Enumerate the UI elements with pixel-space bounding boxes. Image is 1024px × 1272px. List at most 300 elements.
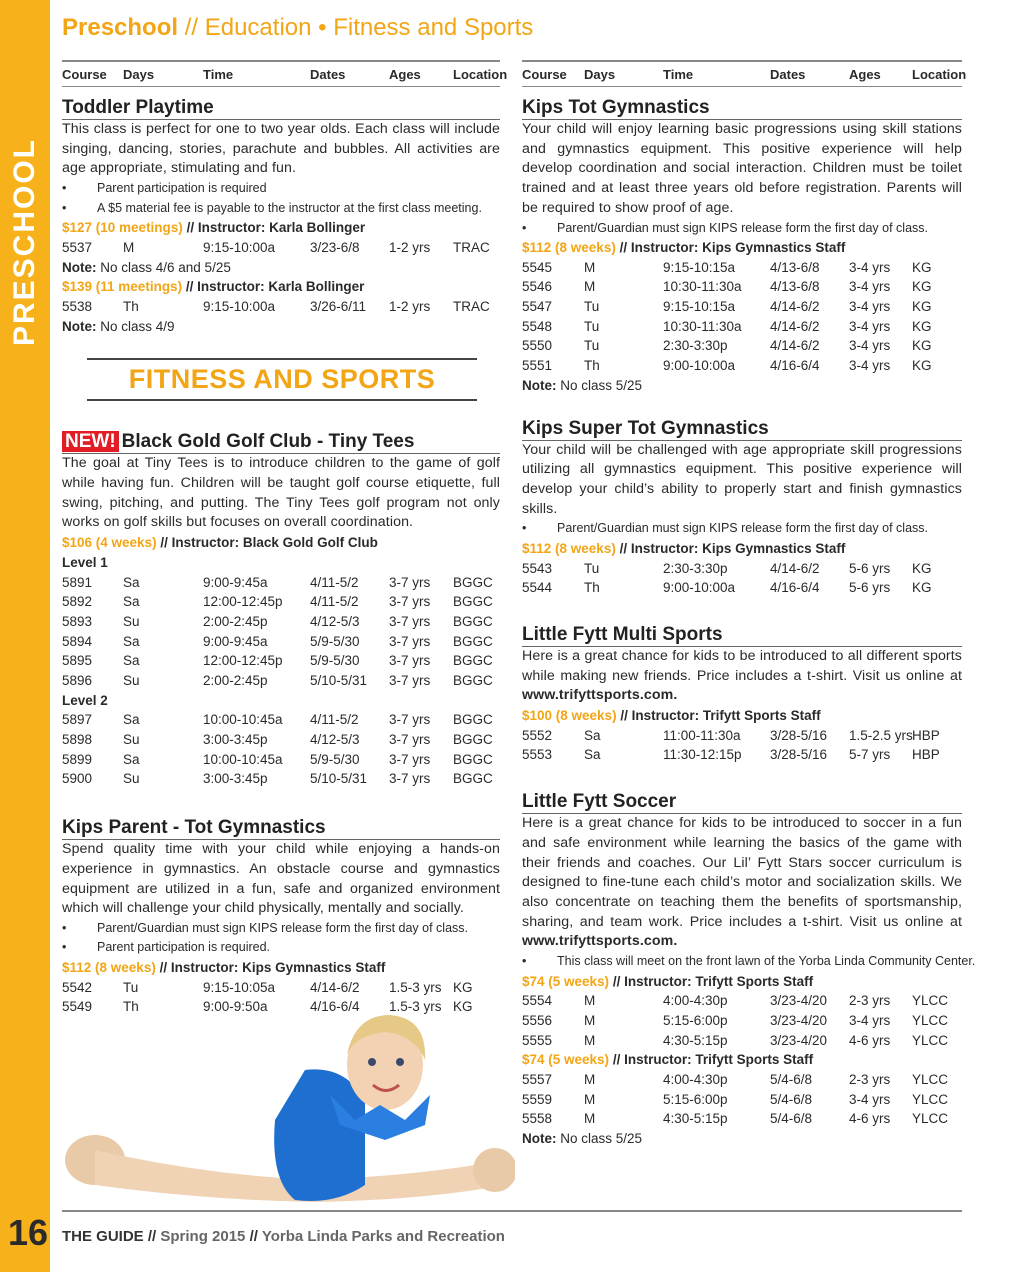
note-text: No class 4/9	[96, 318, 175, 334]
new-badge: NEW!	[62, 431, 119, 452]
left-column	[62, 60, 508, 1017]
table-row	[522, 1070, 962, 1090]
cell: KG	[912, 580, 932, 596]
cell: YLCC	[912, 993, 949, 1009]
cell: 12:00-12:45p	[203, 594, 283, 610]
cell: 4:00-4:30p	[663, 993, 728, 1009]
cell: 3-4 yrs	[849, 358, 891, 374]
cell: 4/14-6/2	[770, 560, 820, 576]
fitness-heading: FITNESS AND SPORTS	[87, 358, 477, 401]
course-description	[522, 814, 962, 952]
cell: 3-4 yrs	[849, 338, 891, 354]
cell: TRAC	[453, 298, 490, 314]
footer-sep: //	[245, 1228, 262, 1245]
footer-sep: //	[143, 1228, 161, 1245]
cell: Sa	[123, 712, 140, 728]
cell: BGGC	[453, 672, 493, 688]
cell: YLCC	[912, 1032, 949, 1048]
cell: Th	[584, 580, 600, 596]
instructor: // Instructor: Trifytt Sports Staff	[609, 1052, 814, 1068]
cell: Th	[123, 298, 139, 314]
cell: M	[584, 1032, 596, 1048]
cell: 3-4 yrs	[849, 318, 891, 334]
table-row	[522, 1109, 962, 1129]
cell: M	[584, 1072, 596, 1088]
cell: 5-7 yrs	[849, 747, 891, 763]
cell: 3-7 yrs	[389, 653, 431, 669]
cell: 2:30-3:30p	[663, 560, 728, 576]
cell: 10:00-10:45a	[203, 712, 283, 728]
cell: 3-7 yrs	[389, 712, 431, 728]
note-label: Note:	[522, 1131, 557, 1147]
cell: Tu	[584, 299, 600, 315]
cell: 5/9-5/30	[310, 751, 360, 767]
cell: 5/4-6/8	[770, 1111, 813, 1127]
section-header	[62, 14, 533, 42]
cell: 4/16-6/4	[770, 580, 820, 596]
cell: 5-6 yrs	[849, 560, 891, 576]
cell: 4/14-6/2	[770, 318, 820, 334]
course-title: Little Fytt Soccer	[522, 791, 962, 814]
bullet: • Parent/Guardian must sign KIPS release form the first day of class.	[522, 519, 962, 539]
price-line	[62, 958, 500, 978]
cell: YLCC	[912, 1111, 949, 1127]
cell: 4/14-6/2	[770, 338, 820, 354]
cell: 5558	[522, 1111, 553, 1127]
note-text: No class 5/25	[556, 1131, 643, 1147]
footer	[62, 1228, 505, 1245]
cell: 5547	[522, 299, 553, 315]
cell: Th	[584, 358, 600, 374]
cell: YLCC	[912, 1012, 949, 1028]
cell: 2:30-3:30p	[663, 338, 728, 354]
cell: Su	[123, 771, 140, 787]
instructor: // Instructor: Kips Gymnastics Staff	[155, 959, 386, 975]
table-row	[522, 578, 962, 598]
instructor: // Instructor: Trifytt Sports Staff	[609, 973, 814, 989]
table-row	[62, 978, 500, 998]
cell: Sa	[123, 574, 140, 590]
cell: KG	[912, 279, 932, 295]
cell: 5557	[522, 1072, 553, 1088]
cell: BGGC	[453, 653, 493, 669]
table-row	[62, 710, 500, 730]
description-text: Here is a great chance for kids to be introduced to soccer in a fun and safe environment while learning the basics of the game with their friends and coaches. Our Lil’ Fytt Stars soccer curriculum is designed to fine-tune each child’s motor and socialization skills. We also concentrate on teaching them the benefits of sportsmanship, sharing, and team work. Price includes a t-shirt. Visit us online at	[522, 815, 962, 930]
cell: 5-6 yrs	[849, 580, 891, 596]
header-location: Location	[912, 66, 967, 82]
table-row	[522, 356, 962, 376]
header-time: Time	[663, 66, 694, 82]
cell: 4:30-5:15p	[663, 1111, 728, 1127]
table-row	[522, 726, 962, 746]
note-label: Note:	[62, 318, 97, 334]
price-line	[522, 706, 962, 726]
cell: 4/12-5/3	[310, 732, 360, 748]
cell: 3-7 yrs	[389, 613, 431, 629]
cell: 5546	[522, 279, 553, 295]
cell: BGGC	[453, 712, 493, 728]
cell: 5894	[62, 633, 93, 649]
cell: 4/14-6/2	[770, 299, 820, 315]
cell: Sa	[123, 594, 140, 610]
cell: 4/11-5/2	[310, 594, 359, 610]
header-course: Course	[62, 66, 107, 82]
cell: M	[584, 1111, 596, 1127]
cell: 3/26-6/11	[310, 298, 367, 314]
cell: 5891	[62, 574, 93, 590]
table-row	[62, 750, 500, 770]
course-description: Your child will enjoy learning basic progressions using skill stations and gymnastics equipment. This positive experience will help develop coordination and social interaction. Children must be toilet trained and at least three years old before registration. Parents will be required to show proof of age.	[522, 121, 962, 216]
cell: Sa	[584, 727, 601, 743]
cell: 3:00-3:45p	[203, 771, 268, 787]
note	[62, 258, 500, 278]
cell: 4/16-6/4	[310, 999, 360, 1015]
cell: Su	[123, 672, 140, 688]
cell: BGGC	[453, 732, 493, 748]
footer-guide: THE GUIDE	[62, 1228, 144, 1245]
cell: 3/23-6/8	[310, 239, 360, 255]
bullet-text: Parent/Guardian must sign KIPS release form the first day of class.	[557, 220, 928, 235]
course-title: Little Fytt Multi Sports	[522, 624, 962, 647]
cell: 9:00-9:50a	[203, 999, 268, 1015]
price: $112 (8 weeks)	[522, 540, 616, 556]
table-row	[522, 297, 962, 317]
table-row	[62, 297, 500, 317]
cell: 5538	[62, 298, 93, 314]
price-line	[522, 1050, 962, 1070]
note-text: No class 4/6 and 5/25	[96, 259, 231, 275]
course-description: Your child will be challenged with age appropriate skill progressions utilizing all gymnastics equipment. This positive experience will develop your child’s ability to properly start and finish gymnastics skills.	[522, 441, 962, 517]
table-row	[522, 559, 962, 579]
course-description: This class is perfect for one to two year olds. Each class will include singing, dancing, stories, parachute and bubbles. All activities are age appropriate, stimulating and fun.	[62, 121, 500, 177]
price: $112 (8 weeks)	[522, 240, 616, 256]
cell: 5559	[522, 1091, 553, 1107]
header-course: Course	[522, 66, 567, 82]
bullet-text: Parent/Guardian must sign KIPS release form the first day of class.	[557, 521, 928, 536]
cell: 1.5-3 yrs	[389, 999, 442, 1015]
price-line	[522, 539, 962, 559]
cell: M	[584, 1091, 596, 1107]
cell: 5545	[522, 259, 553, 275]
instructor: // Instructor: Karla Bollinger	[182, 220, 366, 236]
course-title: Kips Tot Gymnastics	[522, 97, 962, 120]
header-dates: Dates	[770, 66, 806, 82]
cell: M	[584, 993, 596, 1009]
cell: 10:30-11:30a	[663, 318, 742, 334]
cell: Tu	[123, 979, 139, 995]
bullet: • Parent participation is required.	[62, 938, 500, 958]
cell: 3-4 yrs	[849, 299, 891, 315]
cell: 4/13-6/8	[770, 279, 820, 295]
cell: M	[584, 259, 596, 275]
bullet: • Parent participation is required	[62, 179, 500, 199]
cell: 4-6 yrs	[849, 1032, 891, 1048]
cell: 3-7 yrs	[389, 751, 431, 767]
cell: KG	[912, 318, 932, 334]
cell: Sa	[123, 653, 140, 669]
table-row	[522, 991, 962, 1011]
bullet: • Parent/Guardian must sign KIPS release form the first day of class.	[62, 919, 500, 939]
price-line	[522, 972, 962, 992]
price: $100 (8 weeks)	[522, 708, 617, 724]
cell: 5/4-6/8	[770, 1072, 813, 1088]
cell: 5551	[522, 358, 553, 374]
course-description: Spend quality time with your child while enjoying a hands-on experience in gymnastics. An obstacle course and gymnastics equipment are utilized in a fun, safe and organized environment which will challenge your child physically, mentally and socially.	[62, 841, 500, 917]
cell: M	[584, 279, 596, 295]
cell: 3-7 yrs	[389, 594, 431, 610]
cell: 3-7 yrs	[389, 633, 431, 649]
cell: 2-3 yrs	[849, 993, 891, 1009]
table-header	[62, 60, 508, 87]
cell: M	[584, 1012, 596, 1028]
cell: 5543	[522, 560, 553, 576]
course-title: Toddler Playtime	[62, 97, 500, 120]
cell: Sa	[123, 751, 140, 767]
cell: 2:00-2:45p	[203, 613, 268, 629]
cell: 9:00-10:00a	[663, 358, 736, 374]
cell: 5542	[62, 979, 93, 995]
cell: 9:00-10:00a	[663, 580, 736, 596]
cell: HBP	[912, 747, 940, 763]
price: $139 (11 meetings)	[62, 279, 183, 295]
cell: 12:00-12:45p	[203, 653, 283, 669]
table-row	[522, 745, 962, 765]
footer-divider	[62, 1210, 962, 1212]
instructor: // Instructor: Kips Gymnastics Staff	[615, 240, 846, 256]
cell: Sa	[123, 633, 140, 649]
price-line	[62, 218, 500, 238]
table-row	[62, 651, 500, 671]
course-title: Kips Super Tot Gymnastics	[522, 418, 962, 441]
bullet-text: Parent participation is required.	[97, 940, 271, 955]
header-days: Days	[123, 66, 155, 82]
cell: 5555	[522, 1032, 553, 1048]
level-label: Level 2	[62, 692, 108, 708]
cell: 5/9-5/30	[310, 633, 360, 649]
cell: 5/4-6/8	[770, 1091, 813, 1107]
table-row	[522, 1031, 962, 1051]
cell: 5552	[522, 727, 553, 743]
cell: 4/16-6/4	[770, 358, 820, 374]
cell: 11:00-11:30a	[663, 727, 741, 743]
bullet-text: A $5 material fee is payable to the instructor at the first class meeting.	[97, 200, 482, 215]
cell: 3/28-5/16	[770, 747, 828, 763]
cell: 4/11-5/2	[310, 574, 359, 590]
description-text: Here is a great chance for kids to be introduced to all different sports while making new friends. Price includes a t-shirt. Visit us online at	[522, 647, 962, 684]
cell: 3-4 yrs	[849, 1091, 891, 1107]
section-main: Preschool	[62, 14, 179, 41]
cell: 5550	[522, 338, 553, 354]
cell: 1-2 yrs	[389, 298, 431, 314]
cell: 3-4 yrs	[849, 279, 891, 295]
price: $74 (5 weeks)	[522, 1052, 610, 1068]
cell: KG	[912, 299, 932, 315]
header-ages: Ages	[389, 66, 421, 82]
instructor: // Instructor: Black Gold Golf Club	[156, 535, 378, 551]
bullet: • This class will meet on the front lawn of the Yorba Linda Community Center.	[522, 952, 962, 972]
price: $74 (5 weeks)	[522, 973, 610, 989]
cell: 5544	[522, 580, 553, 596]
cell: 5/10-5/31	[310, 771, 368, 787]
note-label: Note:	[62, 259, 97, 275]
cell: KG	[453, 979, 473, 995]
cell: 3-7 yrs	[389, 732, 431, 748]
cell: 5:15-6:00p	[663, 1012, 728, 1028]
course-title: Kips Parent - Tot Gymnastics	[62, 817, 500, 840]
cell: 3/28-5/16	[770, 727, 828, 743]
cell: 5554	[522, 993, 553, 1009]
cell: 3/23-4/20	[770, 1032, 828, 1048]
table-row	[62, 632, 500, 652]
level-label: Level 1	[62, 554, 108, 570]
cell: 5898	[62, 732, 93, 748]
cell: Tu	[584, 338, 600, 354]
note	[62, 317, 500, 337]
cell: BGGC	[453, 594, 493, 610]
bullet-text: Parent participation is required	[97, 181, 267, 196]
cell: M	[123, 239, 135, 255]
table-row	[522, 277, 962, 297]
cell: 2-3 yrs	[849, 1072, 891, 1088]
side-tab	[0, 0, 50, 1272]
cell: BGGC	[453, 751, 493, 767]
cell: 5899	[62, 751, 93, 767]
cell: HBP	[912, 727, 940, 743]
cell: YLCC	[912, 1091, 949, 1107]
header-location: Location	[453, 66, 508, 82]
price-line	[522, 238, 962, 258]
cell: 9:00-9:45a	[203, 574, 268, 590]
cell: 5897	[62, 712, 93, 728]
website-link[interactable]: www.trifyttsports.com.	[522, 933, 678, 950]
table-row	[62, 997, 500, 1017]
instructor: // Instructor: Kips Gymnastics Staff	[615, 540, 846, 556]
price: $112 (8 weeks)	[62, 959, 156, 975]
table-row	[62, 671, 500, 691]
cell: 11:30-12:15p	[663, 747, 742, 763]
header-time: Time	[203, 66, 234, 82]
cell: KG	[912, 358, 932, 374]
cell: 10:00-10:45a	[203, 751, 283, 767]
cell: 9:00-9:45a	[203, 633, 268, 649]
gymnast-photo	[55, 1010, 515, 1210]
cell: 4:00-4:30p	[663, 1072, 728, 1088]
footer-season: Spring 2015	[160, 1228, 246, 1245]
website-link[interactable]: www.trifyttsports.com.	[522, 687, 678, 704]
cell: 5:15-6:00p	[663, 1091, 728, 1107]
cell: 4/14-6/2	[310, 979, 360, 995]
note-label: Note:	[522, 377, 557, 393]
instructor: // Instructor: Karla Bollinger	[182, 279, 365, 295]
cell: BGGC	[453, 633, 493, 649]
cell: Su	[123, 613, 140, 629]
header-days: Days	[584, 66, 616, 82]
cell: Tu	[584, 318, 600, 334]
table-row	[62, 238, 500, 258]
table-row	[522, 1011, 962, 1031]
cell: 4/13-6/8	[770, 259, 820, 275]
cell: 4:30-5:15p	[663, 1032, 728, 1048]
page-number: 16	[8, 1212, 49, 1253]
cell: 5893	[62, 613, 93, 629]
cell: KG	[912, 259, 932, 275]
cell: 9:15-10:00a	[203, 239, 276, 255]
cell: 5896	[62, 672, 93, 688]
table-header	[522, 60, 967, 87]
cell: 9:15-10:15a	[663, 299, 736, 315]
cell: 1.5-2.5 yrs	[849, 727, 913, 743]
cell: KG	[912, 338, 932, 354]
cell: 5892	[62, 594, 93, 610]
cell: 5895	[62, 653, 93, 669]
cell: 5900	[62, 771, 93, 787]
cell: 3/23-4/20	[770, 1012, 828, 1028]
table-row	[522, 317, 962, 337]
cell: BGGC	[453, 613, 493, 629]
footer-org: Yorba Linda Parks and Recreation	[261, 1228, 505, 1245]
cell: 5/10-5/31	[310, 672, 368, 688]
table-row	[62, 730, 500, 750]
instructor: // Instructor: Trifytt Sports Staff	[616, 708, 821, 724]
bullet: • A $5 material fee is payable to the instructor at the first class meeting.	[62, 199, 500, 219]
right-column	[522, 60, 976, 1149]
cell: BGGC	[453, 771, 493, 787]
table-row	[522, 336, 962, 356]
cell: 9:15-10:00a	[203, 298, 276, 314]
note-text: No class 5/25	[556, 377, 643, 393]
cell: Tu	[584, 560, 600, 576]
header-dates: Dates	[310, 66, 346, 82]
table-row	[62, 612, 500, 632]
table-row	[522, 258, 962, 278]
cell: 4/12-5/3	[310, 613, 360, 629]
cell: Th	[123, 999, 139, 1015]
cell: Sa	[584, 747, 601, 763]
price: $127 (10 meetings)	[62, 220, 183, 236]
table-row	[62, 573, 500, 593]
cell: 3-7 yrs	[389, 574, 431, 590]
bullet: • Parent/Guardian must sign KIPS release form the first day of class.	[522, 219, 962, 239]
cell: BGGC	[453, 574, 493, 590]
cell: 9:15-10:05a	[203, 979, 276, 995]
cell: 5537	[62, 239, 93, 255]
course-title-text: Black Gold Golf Club - Tiny Tees	[121, 431, 415, 453]
cell: Su	[123, 732, 140, 748]
section-sep: //	[178, 14, 205, 41]
table-row	[62, 769, 500, 789]
course-title	[62, 431, 500, 454]
cell: 1.5-3 yrs	[389, 979, 442, 995]
note	[522, 376, 962, 396]
cell: 1-2 yrs	[389, 239, 431, 255]
cell: 4-6 yrs	[849, 1111, 891, 1127]
cell: TRAC	[453, 239, 490, 255]
course-description: The goal at Tiny Tees is to introduce children to the game of golf while having fun. Children will be taught golf course etiquette, full swing, pitching, and putting. The Tiny Tees golf program not only works on golf skills but focuses on overall coordination.	[62, 455, 500, 531]
side-tab-label: PRESCHOOL	[8, 137, 41, 347]
cell: 3-4 yrs	[849, 1012, 891, 1028]
price-line	[62, 277, 500, 297]
header-ages: Ages	[849, 66, 881, 82]
price-line	[62, 533, 500, 553]
cell: 5549	[62, 999, 93, 1015]
cell: 5553	[522, 747, 553, 763]
cell: 3-7 yrs	[389, 672, 431, 688]
cell: 5556	[522, 1012, 553, 1028]
bullet-text: Parent/Guardian must sign KIPS release form the first day of class.	[97, 920, 468, 935]
section-sub: Education • Fitness and Sports	[204, 14, 534, 41]
cell: 5548	[522, 318, 553, 334]
cell: 2:00-2:45p	[203, 672, 268, 688]
